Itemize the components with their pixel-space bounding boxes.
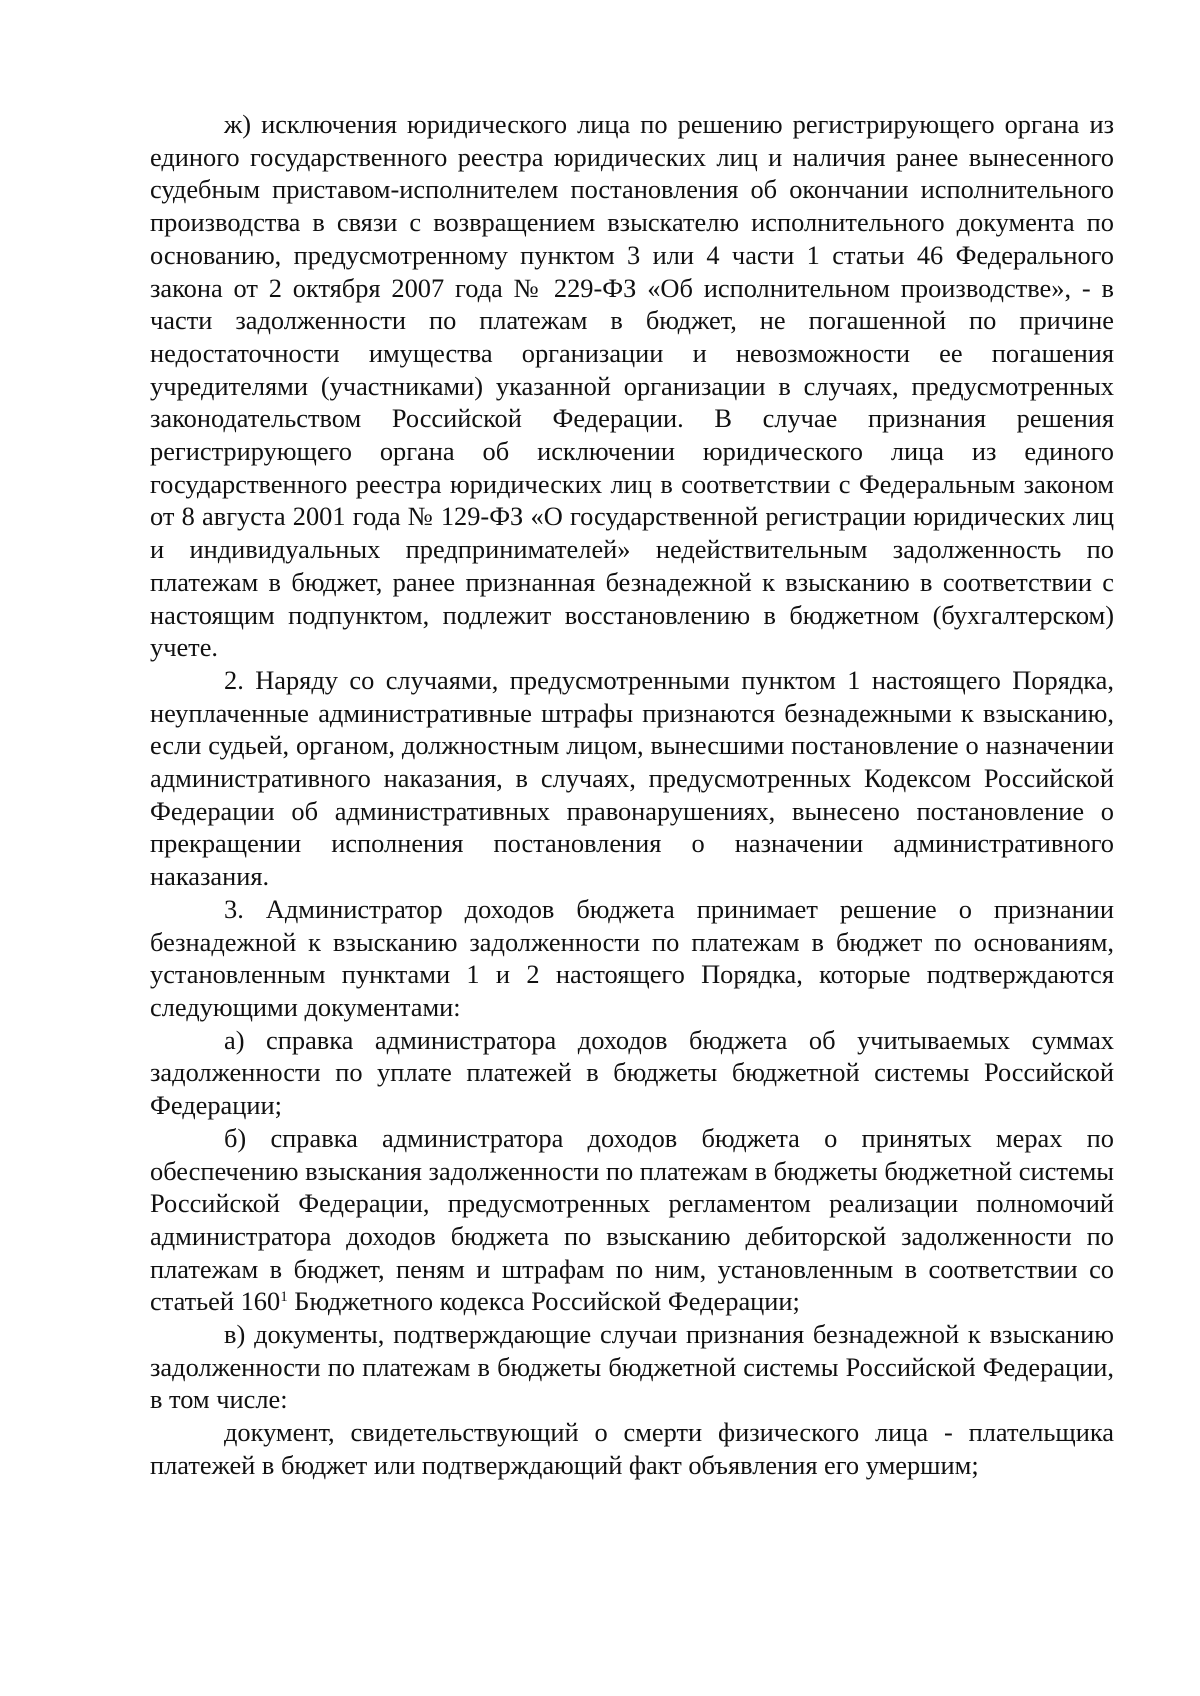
- document-body: [150, 108, 1114, 1482]
- paragraph-item-3b-text-before: б) справка администратора доходов бюджета о принятых мерах по обеспечению взыскания задолженности по платежам в бюджеты бюджетной системы Российской Федерации, предусмотренных регламентом реализации полномочий администратора доходов бюджета по взысканию дебиторской задолженности по платежам в бюджет, пеням и штрафам по ним, установленным в соответствии со статьей 160: [150, 1122, 1114, 1317]
- paragraph-item-3v: в) документы, подтверждающие случаи признания безнадежной к взысканию задолженности по платежам в бюджеты бюджетной системы Российской Федерации, в том числе:: [150, 1319, 1114, 1415]
- paragraph-item-2: 2. Наряду со случаями, предусмотренными пунктом 1 настоящего Порядка, неуплаченные административные штрафы признаются безнадежными к взысканию, если судьей, органом, должностным лицом, вынесшими постановление о назначении административного наказания, в случаях, предусмотренных Кодексом Российской Федерации об административных правонарушениях, вынесено постановление о прекращении исполнения постановления о назначении административного наказания.: [150, 664, 1114, 892]
- paragraph-item-zh: ж) исключения юридического лица по решению регистрирующего органа из единого государственного реестра юридических лиц и наличия ранее вынесенного судебным приставом-исполнителем постановления об окончании исполнительного производства в связи с возвращением взыскателю исполнительного документа по основанию, предусмотренному пунктом 3 или 4 части 1 статьи 46 Федерального закона от 2 октября 2007 года № 229-ФЗ «Об исполнительном производстве», - в части задолженности по платежам в бюджет, не погашенной по причине недостаточности имущества организации и невозможности ее погашения учредителями (участниками) указанной организации в случаях, предусмотренных законодательством Российской Федерации. В случае признания решения регистрирующего органа об исключении юридического лица из единого государственного реестра юридических лиц в соответствии с Федеральным законом от 8 августа 2001 года № 129-ФЗ «О государственной регистрации юридических лиц и индивидуальных предпринимателей» недействительным задолженность по платежам в бюджет, ранее признанная безнадежной к взысканию в соответствии с настоящим подпунктом, подлежит восстановлению в бюджетном (бухгалтерском) учете.: [150, 109, 1114, 663]
- paragraph-item-3v-1: документ, свидетельствующий о смерти физического лица - плательщика платежей в бюджет или подтверждающий факт объявления его умершим;: [150, 1417, 1114, 1480]
- paragraph-item-3: 3. Администратор доходов бюджета принимает решение о признании безнадежной к взысканию задолженности по платежам в бюджет по основаниям, установленным пунктами 1 и 2 настоящего Порядка, которые подтверждаются следующими документами:: [150, 893, 1114, 1022]
- paragraph-item-3a: а) справка администратора доходов бюджета об учитываемых суммах задолженности по уплате платежей в бюджеты бюджетной системы Российской Федерации;: [150, 1024, 1114, 1121]
- paragraph-item-3b-text-after: Бюджетного кодекса Российской Федерации;: [287, 1286, 800, 1317]
- superscript: 1: [280, 1289, 288, 1306]
- paragraph-item-3b: [150, 1122, 1114, 1318]
